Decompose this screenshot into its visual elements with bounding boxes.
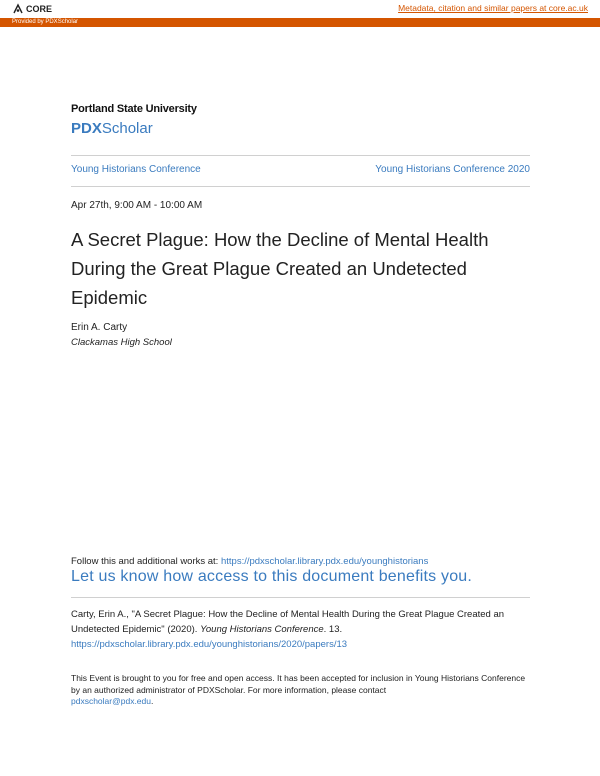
feedback-link[interactable]: Let us know how access to this document benefits you. <box>71 568 473 585</box>
contact-email-link[interactable]: pdxscholar@pdx.edu <box>71 696 151 706</box>
citation-block <box>71 607 531 652</box>
citation-number: . 13. <box>323 624 343 635</box>
citation-journal: Young Historians Conference <box>200 624 324 635</box>
event-title: A Secret Plague: How the Decline of Mental Health During the Great Plague Created an Undetected Epidemic <box>71 229 489 308</box>
series-link-right[interactable]: Young Historians Conference 2020 <box>375 164 530 175</box>
follow-prefix: Follow this and additional works at: <box>71 556 221 567</box>
provided-by-text[interactable]: Provided by PDXScholar <box>12 19 79 25</box>
core-header-bar <box>0 0 600 18</box>
follow-url-link[interactable]: https://pdxscholar.library.pdx.edu/younghistorians <box>220 556 429 567</box>
repository-suffix: Scholar <box>101 120 153 137</box>
core-logo-text: CORE <box>26 4 53 14</box>
notice-end: . <box>150 696 154 706</box>
event-datetime: Apr 27th, 9:00 AM - 10:00 AM <box>71 200 203 211</box>
divider <box>71 597 530 598</box>
author-name: Erin A. Carty <box>71 322 128 333</box>
core-logo[interactable] <box>12 3 52 15</box>
repository-name[interactable] <box>71 120 153 137</box>
core-metadata-link[interactable]: Metadata, citation and similar papers at core.ac.uk <box>398 3 588 13</box>
follow-line <box>71 556 428 567</box>
citation-text: Carty, Erin A., "A Secret Plague: How the Decline of Mental Health During the Great Plague Created an Undetected Epidemic" (2020). <box>71 609 505 635</box>
core-logo-icon <box>12 3 24 15</box>
divider <box>71 155 530 156</box>
repository-prefix: PDX <box>71 120 102 137</box>
university-name: Portland State University <box>71 103 197 115</box>
notice-text: This Event is brought to you for free and open access. It has been accepted for inclusion in Young Historians Conference by an authorized administrator of PDXScholar. For more information, please contact <box>71 673 526 695</box>
provided-by-bar <box>0 18 600 27</box>
divider <box>71 186 530 187</box>
citation-url-link[interactable]: https://pdxscholar.library.pdx.edu/younghistorians/2020/papers/13 <box>71 639 348 650</box>
author-affiliation: Clackamas High School <box>71 337 172 348</box>
access-notice <box>71 673 531 708</box>
series-link-left[interactable]: Young Historians Conference <box>71 164 201 175</box>
